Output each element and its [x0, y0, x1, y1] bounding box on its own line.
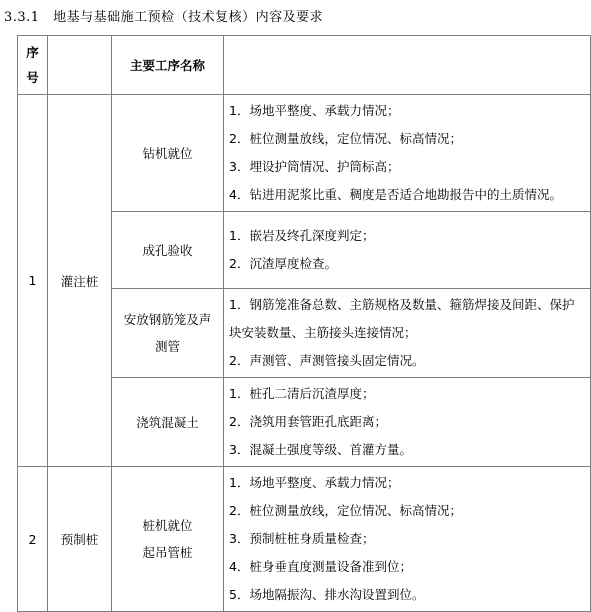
requirement-item: 1．场地平整度、承载力情况；	[229, 475, 400, 490]
requirement-item: 2．沉渣厚度检查。	[229, 256, 337, 271]
process-cell	[112, 467, 224, 612]
process-name: 钻机就位	[142, 145, 193, 161]
requirement-item: 1．嵌岩及终孔深度判定；	[229, 228, 375, 243]
header-no-line-1: 序	[26, 45, 39, 60]
requirement-cell	[224, 378, 591, 467]
header-process: 主要工序名称	[112, 36, 224, 95]
table-row	[18, 95, 591, 212]
requirement-item: 4．桩身垂直度测量设备准到位；	[229, 559, 412, 574]
process-name-line-1: 安放钢筋笼及声	[123, 312, 212, 327]
requirement-item: 5．场地隔振沟、排水沟设置到位。	[229, 587, 425, 602]
requirement-cell	[224, 95, 591, 212]
requirement-item: 2．桩位测量放线，定位情况、标高情况；	[229, 131, 462, 146]
process-name: 成孔验收	[142, 242, 193, 258]
requirement-item: 4．钻进用泥浆比重、稠度是否适合地勘报告中的土质情况。	[229, 187, 562, 202]
requirement-item: 1．桩孔二清后沉渣厚度；	[229, 386, 375, 401]
requirement-item: 3．埋设护筒情况、护筒标高；	[229, 159, 400, 174]
requirement-list	[224, 378, 590, 466]
requirement-item: 2．声测管、声测管接头固定情况。	[229, 353, 425, 368]
requirement-cell	[224, 289, 591, 378]
group-type-cell: 灌注桩	[48, 95, 112, 467]
header-no-line-2: 号	[26, 70, 39, 85]
requirement-cell	[224, 212, 591, 289]
requirement-item: 1．场地平整度、承载力情况；	[229, 103, 400, 118]
requirement-cell	[224, 467, 591, 612]
process-cell	[112, 289, 224, 378]
header-type	[48, 36, 112, 95]
page-title: 3.3.1 地基与基础施工预检（技术复核）内容及要求	[4, 10, 324, 25]
requirement-item: 3．预制桩桩身质量检查；	[229, 531, 375, 546]
process-name: 浇筑混凝土	[136, 414, 199, 430]
process-cell	[112, 95, 224, 212]
group-type-cell: 预制桩	[48, 467, 112, 612]
group-no-cell: 2	[18, 467, 48, 612]
requirement-list	[224, 467, 590, 611]
process-name-line-2: 测管	[154, 339, 180, 354]
requirement-item: 2．浇筑用套管距孔底距离；	[229, 414, 387, 429]
requirement-item: 1．钢筋笼准备总数、主筋规格及数量、箍筋焊接及间距、保护块安装数量、主筋接头连接情况；	[229, 297, 575, 340]
table-row	[18, 467, 591, 612]
requirement-item: 3．混凝土强度等级、首灌方量。	[229, 442, 412, 457]
process-cell	[112, 378, 224, 467]
process-name-line-1: 桩机就位	[142, 518, 193, 533]
group-no-cell: 1	[18, 95, 48, 467]
table-header-row	[18, 36, 591, 95]
header-requirement	[224, 36, 591, 95]
requirement-list	[224, 95, 590, 211]
process-name-line-2: 起吊管桩	[142, 545, 193, 560]
header-no	[18, 36, 48, 95]
process-cell	[112, 212, 224, 289]
requirement-item: 2．桩位测量放线，定位情况、标高情况；	[229, 503, 462, 518]
inspection-table	[17, 35, 591, 612]
requirement-list	[224, 289, 590, 377]
requirement-list	[224, 212, 590, 288]
